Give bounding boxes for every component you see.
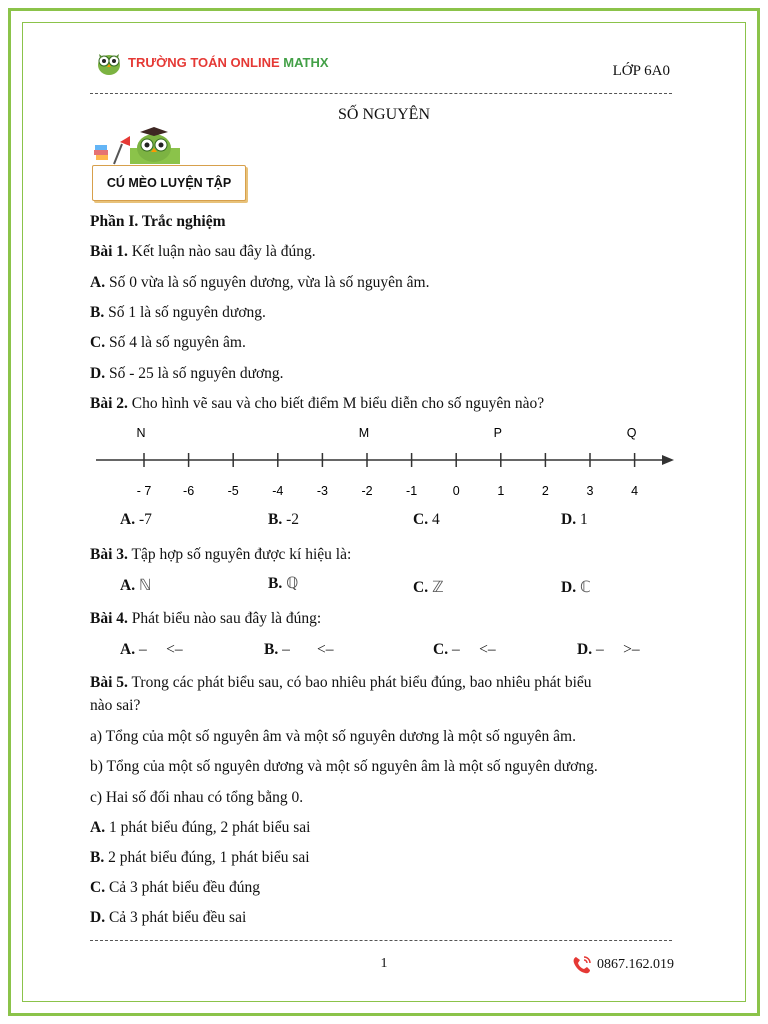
option-text: – >–: [595, 641, 640, 658]
option-letter: A.: [90, 819, 106, 836]
tick-label: -6: [183, 484, 195, 498]
question-5: [90, 674, 592, 692]
tick-label: - 7: [136, 484, 152, 498]
question-label: Bài 1.: [90, 243, 128, 260]
grade-label: LỚP 6A0: [612, 63, 670, 79]
q3-option-d: [561, 578, 591, 597]
question-label: Bài 4.: [90, 610, 128, 627]
option-letter: C.: [90, 879, 106, 896]
statement-b: b) Tổng của một số nguyên dương và một số nguyên âm là một số nguyên dương.: [90, 758, 598, 775]
tick-label: -1: [406, 484, 418, 498]
q5-option-a: [90, 819, 310, 837]
arrow-head-icon: [662, 455, 674, 465]
option-letter: C.: [413, 511, 429, 528]
tick-label: -2: [361, 484, 373, 498]
option-letter: D.: [90, 909, 106, 926]
q3-option-c: [413, 578, 444, 597]
header-divider: [90, 93, 672, 94]
statement-c: c) Hai số đối nhau có tổng bằng 0.: [90, 789, 304, 806]
brand-name: [128, 55, 329, 70]
tick-label: 4: [631, 484, 639, 498]
point-label: M: [358, 426, 370, 440]
q3-option-b: [268, 574, 298, 593]
part-title: [90, 213, 226, 231]
q1-option-c: [90, 334, 246, 352]
q1-option-a: [90, 274, 430, 292]
question-text: Trong các phát biểu sau, có bao nhiêu phát biểu đúng, bao nhiêu phát biểu: [127, 674, 592, 691]
q4-option-d: [577, 641, 640, 659]
tick-label: 1: [497, 484, 505, 498]
phone-number: 0867.162.019: [597, 957, 674, 972]
option-text: – <–: [282, 641, 334, 658]
set-symbol: ℤ: [431, 578, 444, 596]
option-letter: B.: [90, 304, 105, 321]
brand-name-part2: MATHX: [283, 54, 329, 70]
point-label: P: [493, 426, 502, 440]
q3-option-a: [120, 576, 151, 595]
owl-teacher-illustration: [94, 126, 186, 166]
option-text: -7: [135, 511, 152, 528]
set-symbol: ℚ: [286, 574, 299, 592]
option-text: Số 0 vừa là số nguyên dương, vừa là số nguyên âm.: [105, 274, 430, 291]
page-number: 1: [380, 956, 388, 971]
option-letter: C.: [413, 579, 429, 596]
point-label: Q: [626, 426, 637, 440]
option-text: – <–: [451, 641, 496, 658]
tick-label: 3: [586, 484, 594, 498]
q2-option-d: [561, 511, 588, 529]
question-4: [90, 610, 321, 628]
q2-option-c: [413, 511, 440, 529]
tick-label: 0: [452, 484, 460, 498]
question-5-continued: nào sai?: [90, 697, 141, 714]
option-text: 1 phát biểu đúng, 2 phát biểu sai: [105, 819, 311, 836]
brand-name-part1: TRƯỜNG TOÁN ONLINE: [128, 54, 280, 70]
point-label: N: [136, 426, 146, 440]
option-letter: B.: [90, 849, 105, 866]
q4-option-a: [120, 641, 183, 659]
contact-phone: [571, 954, 674, 976]
question-text: Phát biểu nào sau đây là đúng:: [127, 610, 322, 627]
q2-option-a: [120, 511, 152, 529]
question-2: [90, 395, 544, 413]
option-letter: D.: [577, 641, 593, 658]
tick-label: -5: [227, 484, 239, 498]
option-letter: D.: [561, 579, 577, 596]
statement-a: a) Tổng của một số nguyên âm và một số nguyên dương là một số nguyên âm.: [90, 728, 576, 745]
owl-logo-icon: [94, 48, 124, 76]
option-letter: C.: [433, 641, 449, 658]
option-letter: B.: [268, 575, 283, 592]
option-letter: B.: [268, 511, 283, 528]
q2-option-b: [268, 511, 299, 529]
option-letter: C.: [90, 334, 106, 351]
question-label: Bài 3.: [90, 546, 128, 563]
option-text: 1: [576, 511, 588, 528]
phone-icon: [571, 954, 593, 976]
question-1: [90, 243, 316, 261]
q5-option-b: [90, 849, 310, 867]
option-letter: B.: [264, 641, 279, 658]
option-text: 2 phát biểu đúng, 1 phát biểu sai: [104, 849, 310, 866]
question-text: Cho hình vẽ sau và cho biết điểm M biểu diễn cho số nguyên nào?: [127, 395, 545, 412]
option-text: Số 1 là số nguyên dương.: [104, 304, 266, 321]
footer-divider: [90, 940, 672, 941]
option-text: Cả 3 phát biểu đều sai: [105, 909, 247, 926]
school-logo: [94, 48, 329, 76]
option-letter: A.: [120, 641, 136, 658]
option-text: 4: [428, 511, 440, 528]
q1-option-d: [90, 365, 284, 383]
tick-label: 2: [541, 484, 549, 498]
question-label: Bài 2.: [90, 395, 128, 412]
option-text: Cả 3 phát biểu đều đúng: [105, 879, 261, 896]
question-label: Bài 5.: [90, 674, 128, 691]
number-line: [88, 420, 684, 502]
option-letter: A.: [120, 511, 136, 528]
q5-option-c: [90, 879, 260, 897]
tick-label: -4: [272, 484, 284, 498]
question-text: Kết luận nào sau đây là đúng.: [127, 243, 316, 260]
practice-badge: CÚ MÈO LUYỆN TẬP: [92, 165, 246, 201]
option-letter: D.: [90, 365, 106, 382]
page-title: SỐ NGUYÊN: [338, 106, 430, 123]
set-symbol: ℂ: [579, 578, 591, 596]
option-text: Số - 25 là số nguyên dương.: [105, 365, 284, 382]
option-letter: A.: [90, 274, 106, 291]
tick-label: -3: [316, 484, 328, 498]
option-letter: A.: [120, 577, 136, 594]
q1-option-b: [90, 304, 266, 322]
q4-option-b: [264, 641, 333, 659]
set-symbol: ℕ: [138, 576, 152, 594]
question-3: [90, 546, 351, 564]
option-text: -2: [282, 511, 300, 528]
question-text: Tập hợp số nguyên được kí hiệu là:: [127, 546, 352, 563]
option-text: Số 4 là số nguyên âm.: [105, 334, 246, 351]
option-text: – <–: [138, 641, 183, 658]
part-title-text: Phần I. Trắc nghiệm: [90, 213, 226, 230]
q5-option-d: [90, 909, 246, 927]
q4-option-c: [433, 641, 496, 659]
option-letter: D.: [561, 511, 577, 528]
